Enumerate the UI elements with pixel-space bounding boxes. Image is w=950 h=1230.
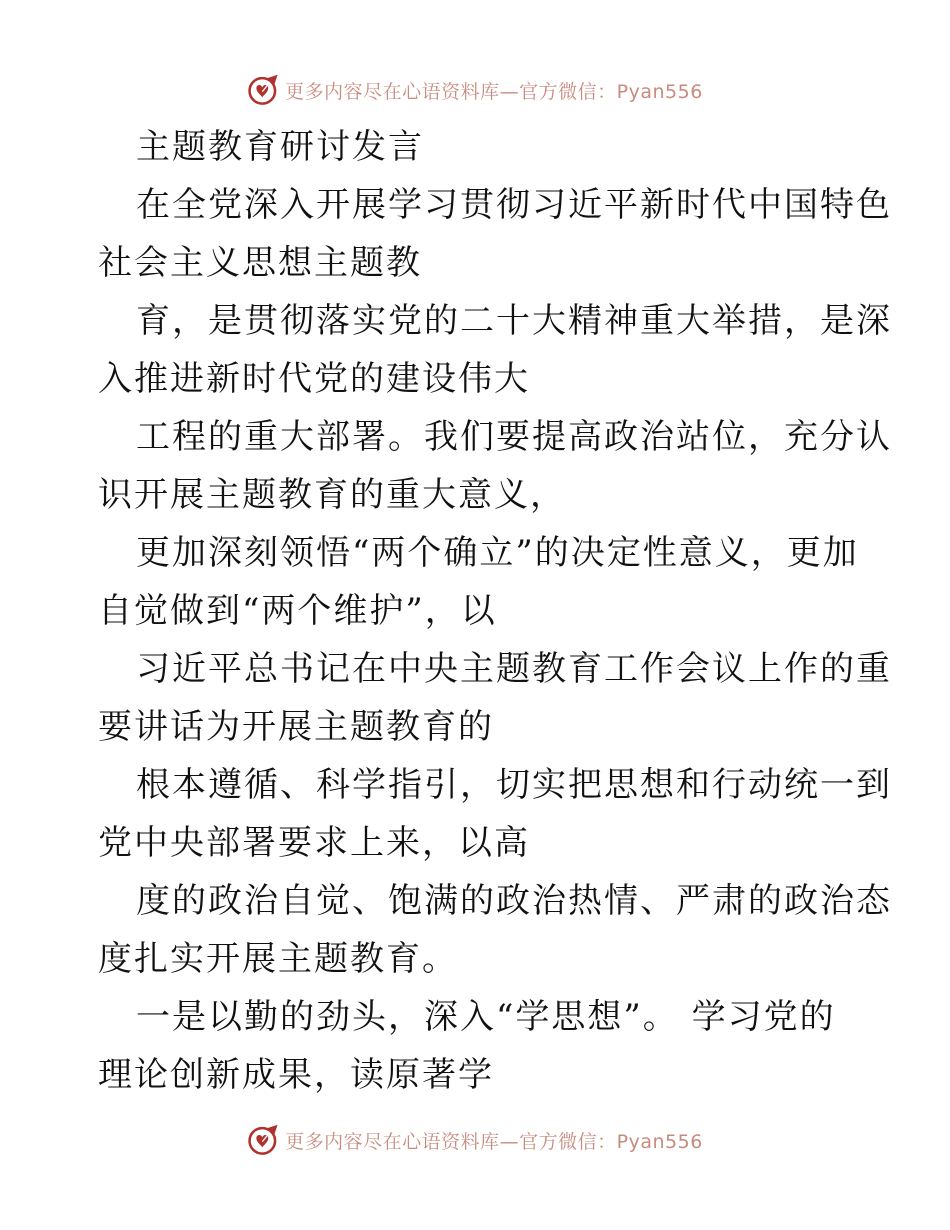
footer-banner: [0, 1120, 950, 1160]
text-line: 一是以勤的劲头，深入“学思想”。 学习党的: [136, 997, 836, 1037]
text-line: 要讲话为开展主题教育的: [98, 707, 494, 747]
text-line: 自觉做到“两个维护”，以: [98, 591, 497, 631]
text-line: 更加深刻领悟“两个确立”的决定性意义，更加: [136, 533, 859, 573]
document-title: 主题教育研讨发言: [136, 127, 424, 167]
text-line: 根本遵循、科学指引，切实把思想和行动统一到: [136, 765, 892, 805]
text-line: 社会主义思想主题教: [98, 243, 422, 283]
text-line: 在全党深入开展学习贯彻习近平新时代中国特色: [136, 185, 892, 225]
heart-pen-logo-icon: [247, 1123, 281, 1157]
text-line: 入推进新时代党的建设伟大: [98, 359, 530, 399]
header-banner: [0, 70, 950, 110]
text-line: 党中央部署要求上来，以高: [98, 823, 530, 863]
text-line: 习近平总书记在中央主题教育工作会议上作的重: [136, 649, 892, 689]
text-line: 工程的重大部署。我们要提高政治站位，充分认: [136, 417, 892, 457]
banner-text: 更多内容尽在心语资料库—官方微信：Pyan556: [285, 80, 703, 103]
text-line: 理论创新成果，读原著学: [98, 1055, 494, 1095]
text-line: 识开展主题教育的重大意义，: [98, 475, 566, 515]
banner-text: 更多内容尽在心语资料库—官方微信：Pyan556: [285, 1130, 703, 1153]
text-line: 度扎实开展主题教育。: [98, 939, 458, 979]
document-body: [98, 118, 892, 1104]
text-line: 度的政治自觉、饱满的政治热情、严肃的政治态: [136, 881, 892, 921]
text-line: 育，是贯彻落实党的二十大精神重大举措，是深: [136, 301, 892, 341]
heart-pen-logo-icon: [247, 73, 281, 107]
